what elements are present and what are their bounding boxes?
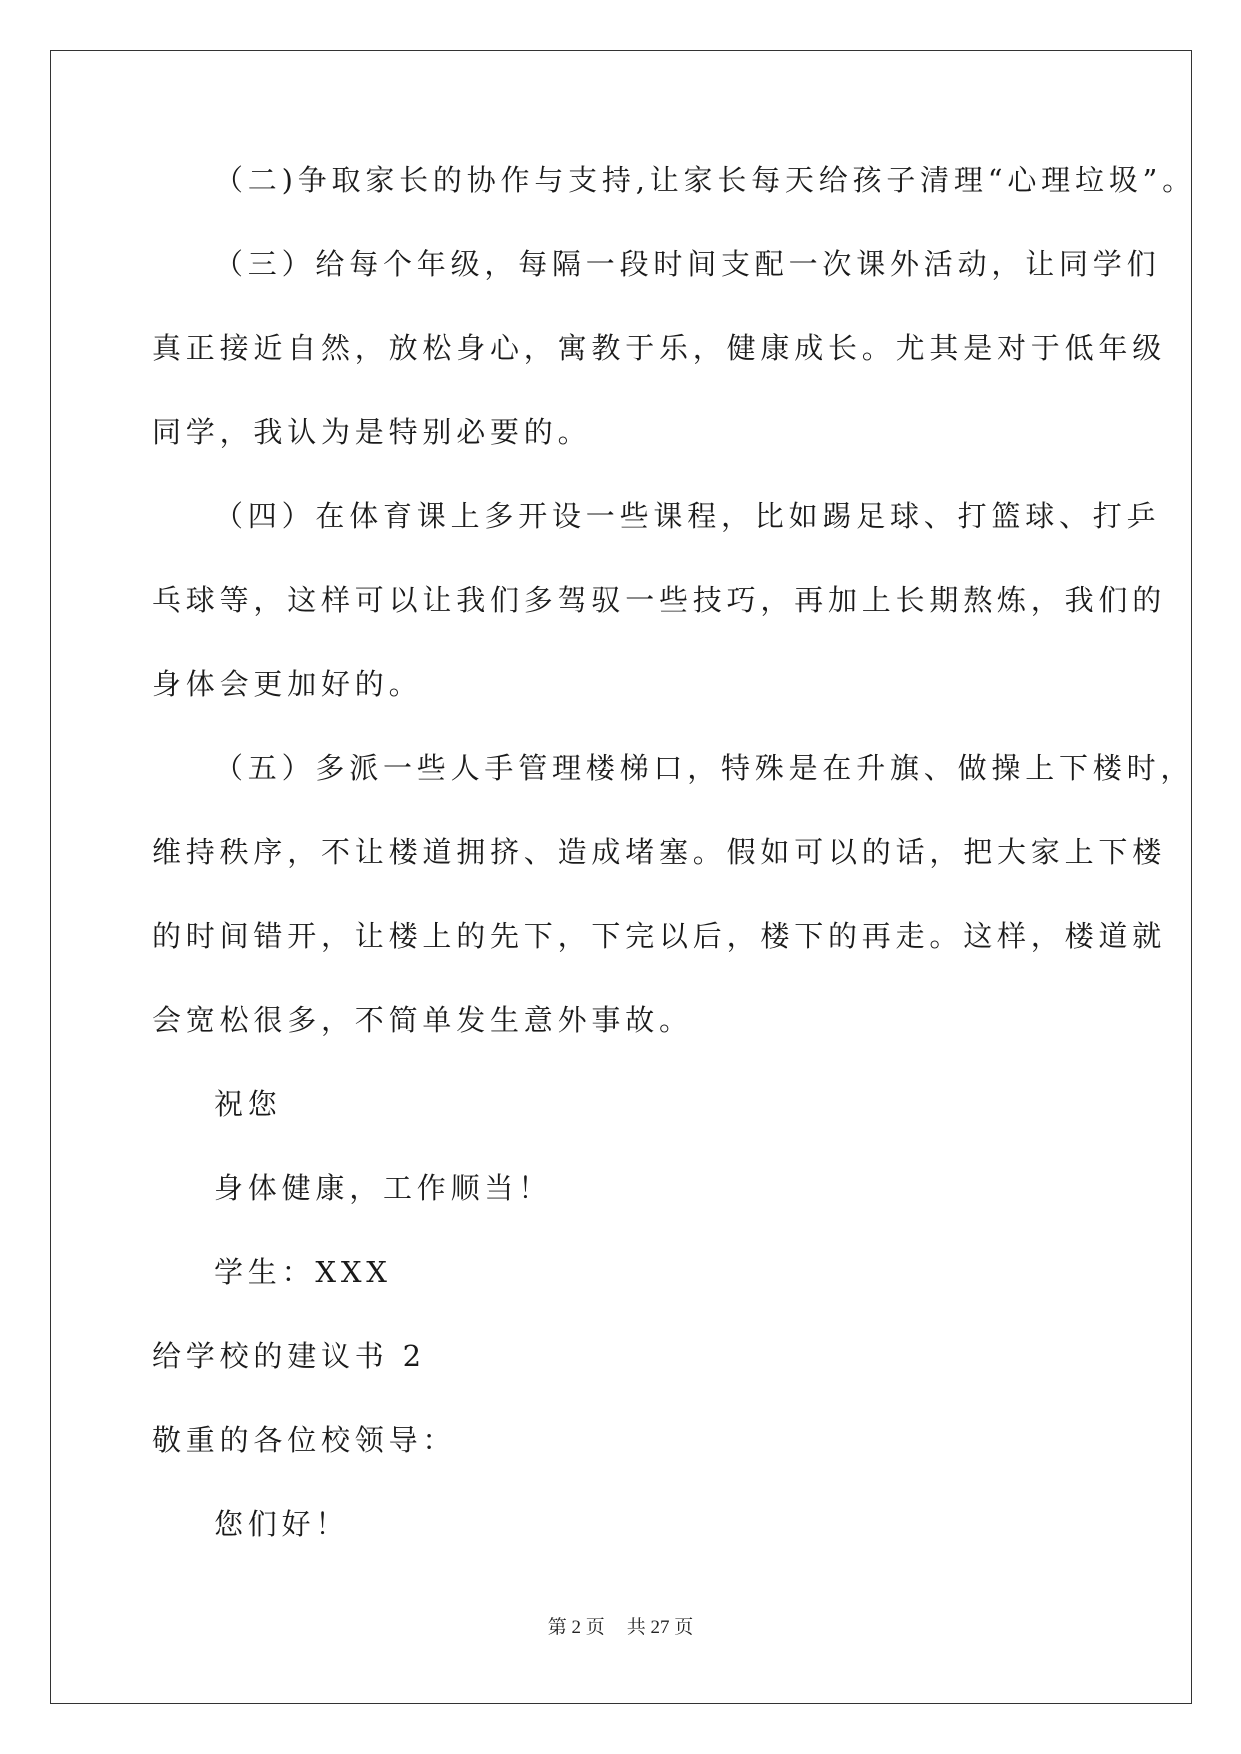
paragraph-line: 乓球等，这样可以让我们多驾驭一些技巧，再加上长期熬炼，我们的 [152,583,1167,617]
paragraph-line: （三）给每个年级，每隔一段时间支配一次课外活动，让同学们 [214,247,1161,281]
salutation: 敬重的各位校领导： [152,1423,457,1457]
paragraph-line: 同学，我认为是特别必要的。 [152,415,592,449]
page-number: 第 2 页 [547,1617,605,1638]
paragraph-line: 身体会更加好的。 [152,667,423,701]
greeting-line: 您们好！ [214,1507,350,1541]
page-footer [0,1612,1241,1639]
paragraph-line: （四）在体育课上多开设一些课程，比如踢足球、打篮球、打乒 [214,499,1161,533]
paragraph-line: （二)争取家长的协作与支持,让家长每天给孩子清理“心理垃圾”。 [214,163,1196,197]
closing-greeting: 祝您 [214,1087,282,1121]
closing-wish: 身体健康，工作顺当！ [214,1171,553,1205]
page-total: 共 27 页 [626,1617,694,1638]
paragraph-line: 维持秩序，不让楼道拥挤、造成堵塞。假如可以的话，把大家上下楼 [152,835,1167,869]
signature-line: 学生：XXX [214,1255,392,1289]
section-title: 给学校的建议书 2 [152,1339,426,1373]
paragraph-line: （五）多派一些人手管理楼梯口，特殊是在升旗、做操上下楼时， [214,751,1195,785]
paragraph-line: 会宽松很多，不简单发生意外事故。 [152,1003,693,1037]
paragraph-line: 真正接近自然，放松身心，寓教于乐，健康成长。尤其是对于低年级 [152,331,1167,365]
paragraph-line: 的时间错开，让楼上的先下，下完以后，楼下的再走。这样，楼道就 [152,919,1167,953]
